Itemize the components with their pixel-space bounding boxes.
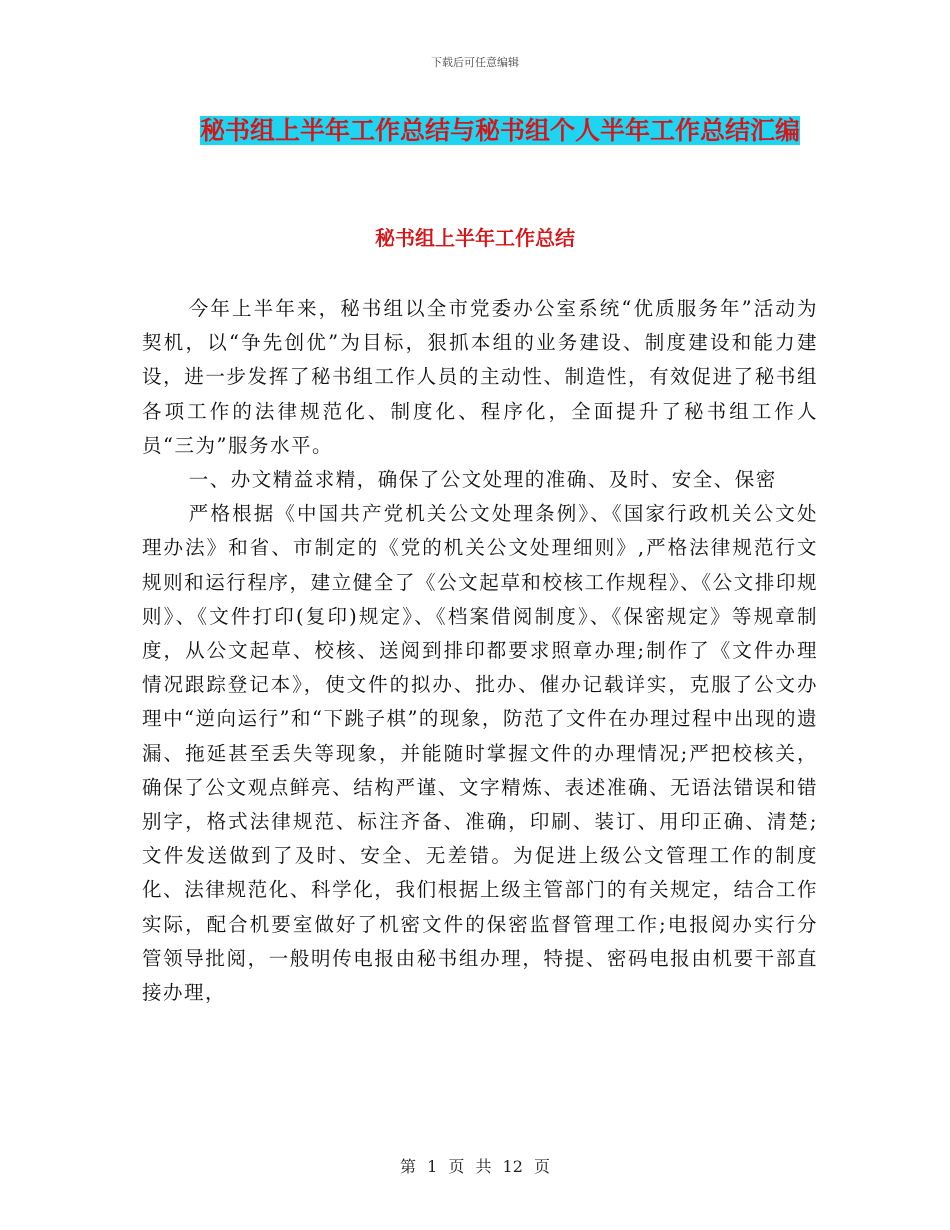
document-body <box>142 292 818 1010</box>
document-title <box>180 108 820 154</box>
document-title-text: 秘书组上半年工作总结与秘书组个人半年工作总结汇编 <box>199 116 800 145</box>
paragraph-main: 严格根据《中国共产党机关公文处理条例》、《国家行政机关公文处理办法》和省、市制定的《党的机关公文处理细则》,严格法律规范行文规则和运行程序，建立健全了《公文起草和校核工作规程》、《公文排印规则》、《文件打印(复印)规定》、《档案借阅制度》、《保密规定》等规章制度，从公文起草、校核、送阅到排印都要求照章办理;制作了《文件办理情况跟踪登记本》，使文件的拟办、批办、催办记载详实，克服了公文办理中“逆向运行”和“下跳子棋”的现象，防范了文件在办理过程中出现的遗漏、拖延甚至丢失等现象，并能随时掌握文件的办理情况;严把校核关，确保了公文观点鲜亮、结构严谨、文字精炼、表述准确、无语法错误和错别字，格式法律规范、标注齐备、准确，印刷、装订、用印正确、清楚;文件发送做到了及时、安全、无差错。为促进上级公文管理工作的制度化、法律规范化、科学化，我们根据上级主管部门的有关规定，结合工作实际，配合机要室做好了机密文件的保密监督管理工作;电报阅办实行分管领导批阅，一般明传电报由秘书组办理，特提、密码电报由机要干部直接办理， <box>142 502 818 1005</box>
paragraph-intro: 今年上半年来，秘书组以全市党委办公室系统“优质服务年”活动为契机，以“争先创优”为目标，狠抓本组的业务建设、制度建设和能力建设，进一步发挥了秘书组工作人员的主动性、制造性，有效促进了秘书组各项工作的法律规范化、制度化、程序化，全面提升了秘书组工作人员“三为”服务水平。 <box>142 297 818 457</box>
paragraph-subheading: 一、办文精益求精，确保了公文处理的准确、及时、安全、保密 <box>188 468 777 492</box>
header-note: 下载后可任意编辑 <box>431 56 519 69</box>
section-heading: 秘书组上半年工作总结 <box>375 226 575 250</box>
page-number: 第 1 页 共 12 页 <box>400 1157 550 1176</box>
